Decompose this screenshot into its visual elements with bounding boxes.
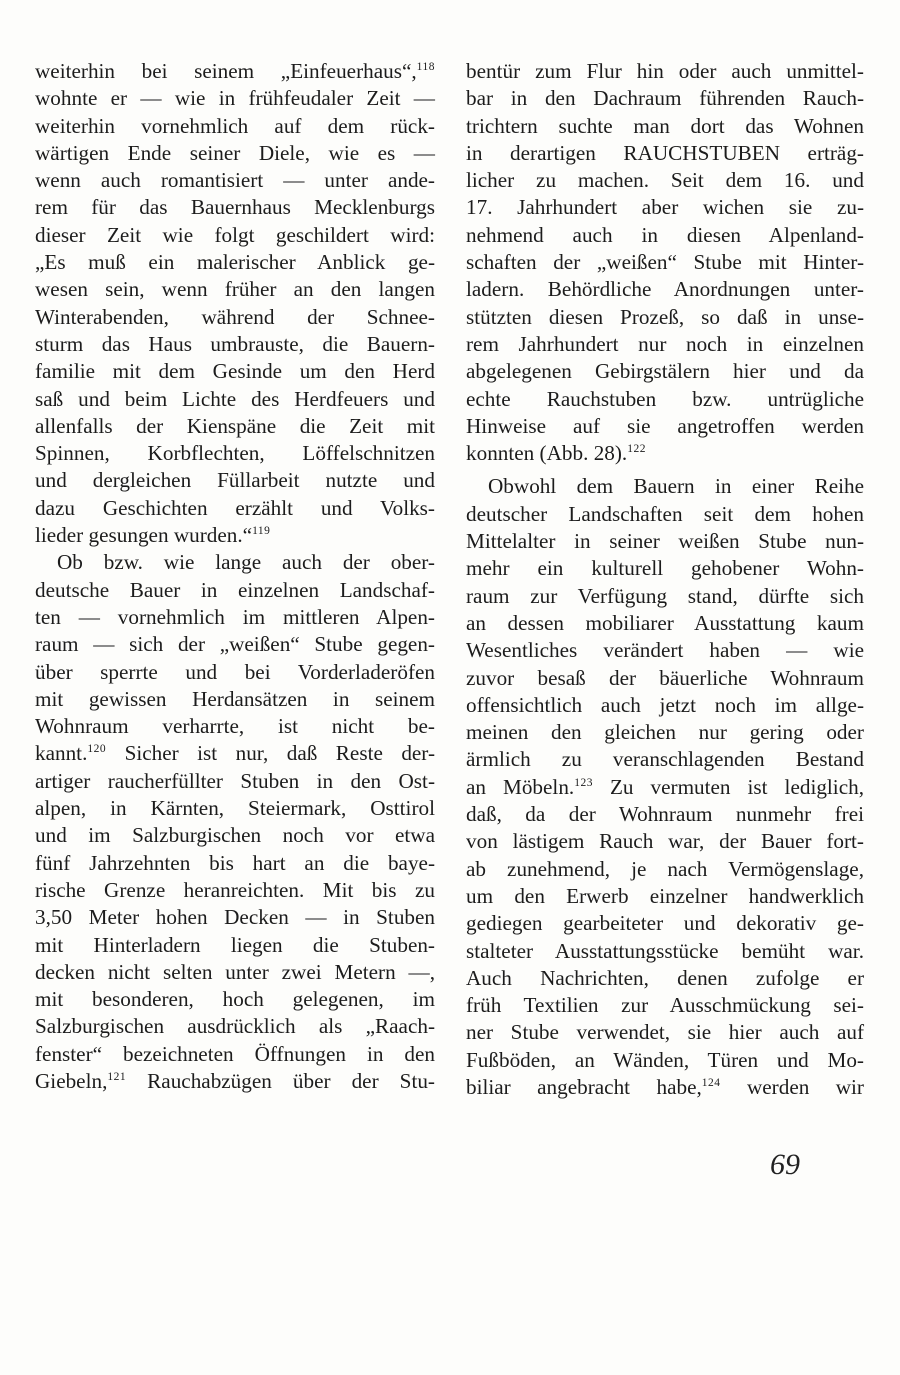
text-line <box>466 774 864 801</box>
line-text: dieser Zeit wie folgt geschildert wird: <box>35 222 435 247</box>
line-text: 17. Jahrhundert aber wichen sie zu- <box>466 195 864 220</box>
line-text: fünf Jahrzehnten bis hart an die baye- <box>35 850 435 875</box>
line-text: zuvor besaß der bäuerliche Wohnraum <box>466 665 864 690</box>
text-line <box>466 194 864 221</box>
text-line <box>35 932 435 959</box>
line-text: wohnte er — wie in frühfeudaler Zeit — <box>35 86 435 111</box>
line-text: und im Salzburgischen noch vor etwa <box>35 823 435 848</box>
line-text: ab zunehmend, je nach Vermögenslage, <box>466 856 864 881</box>
line-text: früh Textilien zur Ausschmückung sei- <box>466 993 864 1018</box>
line-text: von lästigem Rauch war, der Bauer fort- <box>466 829 864 854</box>
text-line <box>466 1074 864 1101</box>
footnote-reference: 118 <box>416 61 435 73</box>
text-line <box>35 140 435 167</box>
line-text: schaften der „weißen“ Stube mit Hinter- <box>466 250 864 275</box>
text-line <box>466 58 864 85</box>
text-line <box>466 501 864 528</box>
line-text: Ob bzw. wie lange auch der ober- <box>57 550 435 575</box>
text-line <box>466 938 864 965</box>
text-line <box>35 113 435 140</box>
right-text-column <box>466 58 864 1101</box>
text-line <box>35 358 435 385</box>
page-number: 69 <box>770 1148 800 1181</box>
line-text: deutsche Bauer in einzelnen Landschaf- <box>35 577 435 602</box>
text-line <box>35 522 435 549</box>
line-text: an Möbeln. <box>466 774 575 799</box>
text-line <box>35 713 435 740</box>
footnote-reference: 122 <box>627 443 646 456</box>
text-line <box>35 440 435 467</box>
line-text: Winterabenden, während der Schnee- <box>35 304 435 329</box>
footnote-reference: 123 <box>574 776 593 789</box>
line-text: konnten (Abb. 28). <box>466 441 628 466</box>
line-text: nehmend auch in diesen Alpenland- <box>466 222 864 247</box>
text-line <box>466 140 864 167</box>
text-line <box>35 331 435 358</box>
line-text: Giebeln, <box>35 1068 108 1093</box>
line-text: ärmlich zu veranschlagenden Bestand <box>466 747 864 772</box>
text-line <box>35 686 435 713</box>
text-line <box>466 331 864 358</box>
text-line <box>466 413 864 440</box>
line-text: wesen sein, wenn früher an den langen <box>35 277 435 302</box>
text-line <box>35 904 435 931</box>
text-line <box>466 473 864 500</box>
line-text: mehr ein kulturell gehobener Wohn- <box>466 556 864 581</box>
text-line <box>35 877 435 904</box>
text-line <box>466 692 864 719</box>
text-line <box>466 856 864 883</box>
text-line <box>35 740 435 767</box>
text-line <box>466 828 864 855</box>
text-line <box>466 555 864 582</box>
text-line <box>35 1013 435 1040</box>
line-text: lieder gesungen wurden.“ <box>35 523 253 548</box>
footnote-reference: 124 <box>701 1076 721 1089</box>
text-line <box>466 358 864 385</box>
text-line <box>466 528 864 555</box>
line-text: in derartigen RAUCHSTUBEN erträg- <box>466 140 864 165</box>
text-line <box>466 386 864 413</box>
line-text: „Es muß ein malerischer Anblick ge- <box>35 250 435 275</box>
text-line <box>466 746 864 773</box>
line-text: rem Jahrhundert nur noch in einzelnen <box>466 331 864 356</box>
left-text-column <box>35 58 435 1095</box>
text-line <box>466 249 864 276</box>
text-line <box>466 440 864 467</box>
text-line <box>466 1047 864 1074</box>
line-text: ladern. Behördliche Anordnungen unter- <box>466 277 864 302</box>
line-text: decken nicht selten unter zwei Metern —, <box>35 959 435 984</box>
line-text: licher zu machen. Seit dem 16. und <box>466 168 864 193</box>
line-text: rische Grenze heranreichten. Mit bis zu <box>35 877 435 902</box>
line-text: raum — sich der „weißen“ Stube gegen- <box>35 632 435 657</box>
line-text: abgelegenen Gebirgstälern hier und da <box>466 359 864 384</box>
line-text: wärtigen Ende seiner Diele, wie es — <box>35 140 435 165</box>
text-line <box>35 467 435 494</box>
text-line <box>35 167 435 194</box>
line-text: saß und beim Lichte des Herdfeuers und <box>35 386 435 411</box>
text-line <box>466 910 864 937</box>
line-text: ten — vornehmlich im mittleren Alpen- <box>35 604 435 629</box>
text-line <box>35 304 435 331</box>
line-text: 3,50 Meter hohen Decken — in Stuben <box>35 905 435 930</box>
text-line <box>35 276 435 303</box>
text-line <box>35 768 435 795</box>
text-line <box>35 222 435 249</box>
footnote-reference: 119 <box>252 525 271 538</box>
text-line <box>35 822 435 849</box>
line-text: offensichtlich auch jetzt noch im allge- <box>466 692 864 717</box>
line-text-continued: werden wir <box>720 1074 864 1099</box>
line-text: mit Hinterladern liegen die Stuben- <box>35 932 435 957</box>
line-text: alpen, in Kärnten, Steiermark, Osttirol <box>35 796 435 821</box>
text-line <box>466 665 864 692</box>
line-text: stalteter Ausstattungsstücke bemüht war. <box>466 938 864 963</box>
line-text: fenster“ bezeichneten Öffnungen in den <box>35 1041 435 1066</box>
line-text: rem für das Bauernhaus Mecklenburgs <box>35 195 435 220</box>
line-text: Fußböden, an Wänden, Türen und Mo- <box>466 1047 864 1072</box>
text-line <box>35 659 435 686</box>
text-line <box>35 850 435 877</box>
line-text: dazu Geschichten erzählt und Volks- <box>35 495 435 520</box>
line-text: sturm das Haus umbrauste, die Bauern- <box>35 331 435 356</box>
text-line <box>35 495 435 522</box>
line-text: raum zur Verfügung stand, dürfte sich <box>466 583 864 608</box>
line-text: und dergleichen Füllarbeit nutzte und <box>35 468 435 493</box>
text-line <box>466 637 864 664</box>
line-text: wenn auch romantisiert — unter ande- <box>35 168 435 193</box>
text-line <box>466 883 864 910</box>
line-text: daß, da der Wohnraum nunmehr frei <box>466 802 864 827</box>
line-text: artiger raucherfüllter Stuben in den Ost- <box>35 768 435 793</box>
text-line <box>35 604 435 631</box>
text-line <box>466 113 864 140</box>
line-text: Hinweise auf sie angetroffen werden <box>466 413 864 438</box>
text-line <box>466 965 864 992</box>
text-line <box>35 58 435 85</box>
text-line <box>466 1019 864 1046</box>
line-text: ner Stube verwendet, sie hier auch auf <box>466 1020 864 1045</box>
line-text: Wesentliches verändert haben — wie <box>466 638 864 663</box>
line-text: Auch Nachrichten, denen zufolge er <box>466 965 864 990</box>
text-line <box>466 276 864 303</box>
line-text: trichtern suchte man dort das Wohnen <box>466 113 864 138</box>
text-line <box>35 795 435 822</box>
text-line <box>35 959 435 986</box>
text-line <box>35 549 435 576</box>
line-text: kannt. <box>35 741 88 766</box>
line-text: Salzburgischen ausdrücklich als „Raach- <box>35 1014 435 1039</box>
text-line <box>35 1068 435 1095</box>
line-text: gediegen gearbeiteter und dekorativ ge- <box>466 911 864 936</box>
line-text: weiterhin bei seinem „Einfeuerhaus“, <box>35 59 417 83</box>
line-text: weiterhin vornehmlich auf dem rück- <box>35 113 435 138</box>
line-text: echte Rauchstuben bzw. untrügliche <box>466 386 864 411</box>
line-text: allenfalls der Kienspäne die Zeit mit <box>35 413 435 438</box>
text-line <box>35 1041 435 1068</box>
text-line <box>35 194 435 221</box>
line-text: meinen den gleichen nur gering oder <box>466 720 864 745</box>
line-text-continued: Rauchabzügen über der Stu- <box>126 1068 435 1093</box>
line-text: biliar angebracht habe, <box>466 1074 702 1099</box>
line-text: mit besonderen, hoch gelegenen, im <box>35 987 435 1012</box>
text-line <box>35 386 435 413</box>
footnote-reference: 121 <box>107 1070 127 1083</box>
text-line <box>466 167 864 194</box>
text-line <box>466 222 864 249</box>
line-text: bentür zum Flur hin oder auch unmittel- <box>466 59 864 83</box>
line-text: familie mit dem Gesinde um den Herd <box>35 359 435 384</box>
line-text: Mittelalter in seiner weißen Stube nun- <box>466 529 864 554</box>
line-text: Spinnen, Korbflechten, Löffelschnitzen <box>35 441 435 466</box>
line-text: über sperrte und bei Vorderladeröfen <box>35 659 435 684</box>
text-line <box>35 249 435 276</box>
text-line <box>466 992 864 1019</box>
line-text: deutscher Landschaften seit dem hohen <box>466 501 864 526</box>
text-line <box>466 304 864 331</box>
text-line <box>35 413 435 440</box>
text-line <box>35 577 435 604</box>
line-text: stützten diesen Prozeß, so daß in unse- <box>466 304 864 329</box>
text-line <box>35 631 435 658</box>
line-text-continued: Sicher ist nur, daß Reste der- <box>106 741 435 766</box>
text-line <box>35 85 435 112</box>
line-text: an dessen mobiliarer Ausstattung kaum <box>466 610 864 635</box>
line-text: Obwohl dem Bauern in einer Reihe <box>488 474 864 499</box>
text-line <box>466 801 864 828</box>
text-line <box>466 85 864 112</box>
line-text: mit gewissen Herdansätzen in seinem <box>35 686 435 711</box>
text-line <box>466 610 864 637</box>
line-text: um den Erwerb einzelner handwerklich <box>466 883 864 908</box>
text-line <box>35 986 435 1013</box>
text-line <box>466 719 864 746</box>
text-line <box>466 583 864 610</box>
line-text: Wohnraum verharrte, ist nicht be- <box>35 714 435 739</box>
line-text: bar in den Dachraum führenden Rauch- <box>466 86 864 111</box>
line-text-continued: Zu vermuten ist lediglich, <box>592 774 864 799</box>
footnote-reference: 120 <box>87 743 107 756</box>
